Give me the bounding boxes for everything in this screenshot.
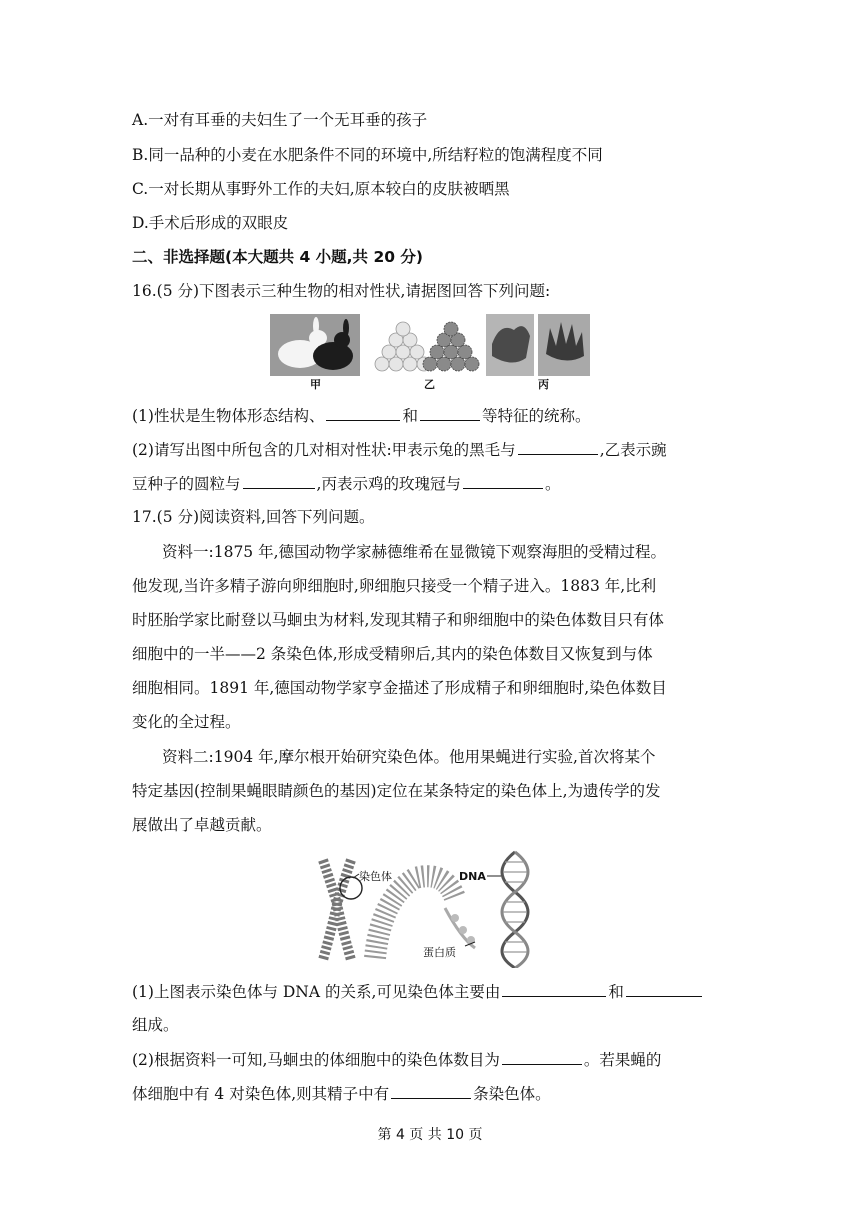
material1-line: 细胞相同。1891 年,德国动物学家亨金描述了形成精子和卵细胞时,染色体数目: [132, 679, 667, 697]
q16-p2-text-c: 豆种子的圆粒与: [132, 475, 241, 493]
q16-stem: 16.(5 分)下图表示三种生物的相对性状,请据图回答下列问题:: [132, 282, 551, 300]
q17-part1-line2: 组成。: [132, 1016, 179, 1034]
fig-label-jia: 甲: [310, 378, 321, 391]
q16-p1-text-b: 和: [402, 407, 418, 425]
q17-p2-text-a: (2)根据资料一可知,马蛔虫的体细胞中的染色体数目为: [132, 1051, 500, 1069]
answer-blank[interactable]: [463, 473, 543, 489]
q17-p1-text-b: 和: [608, 983, 624, 1001]
q16-p2-text-a: (2)请写出图中所包含的几对相对性状:甲表示兔的黑毛与: [132, 441, 516, 459]
answer-blank[interactable]: [518, 439, 598, 455]
q17-p1-text-a: (1)上图表示染色体与 DNA 的关系,可见染色体主要由: [132, 983, 501, 1001]
answer-blank[interactable]: [391, 1083, 471, 1099]
page-footer: 第 4 页 共 10 页: [377, 1127, 483, 1143]
material1-line: 资料一:1875 年,德国动物学家赫德维希在显微镜下观察海胆的受精过程。: [162, 543, 667, 561]
material1-line: 他发现,当许多精子游向卵细胞时,卵细胞只接受一个精子进入。1883 年,比利: [132, 577, 657, 595]
q16-p2-text-b: ,乙表示豌: [599, 441, 667, 459]
q17-stem: 17.(5 分)阅读资料,回答下列问题。: [132, 508, 375, 526]
q17-part1-line1: [132, 981, 704, 1002]
material2-line: 特定基因(控制果蝇眼睛颜色的基因)定位在某条特定的染色体上,为遗传学的发: [132, 782, 661, 800]
q17-p2-text-d: 条染色体。: [473, 1085, 551, 1103]
answer-blank[interactable]: [420, 405, 480, 421]
option-a: A.一对有耳垂的夫妇生了一个无耳垂的孩子: [132, 111, 428, 129]
option-b: B.同一品种的小麦在水肥条件不同的环境中,所结籽粒的饱满程度不同: [132, 146, 603, 164]
material1-line: 时胚胎学家比耐登以马蛔虫为材料,发现其精子和卵细胞中的染色体数目只有体: [132, 611, 664, 629]
answer-blank[interactable]: [626, 981, 702, 997]
material2-line: 资料二:1904 年,摩尔根开始研究染色体。他用果蝇进行实验,首次将某个: [162, 748, 656, 766]
q16-part2-line1: [132, 439, 667, 460]
fig-label-yi: 乙: [424, 378, 435, 391]
q16-p1-text-c: 等特征的统称。: [481, 407, 591, 425]
q16-p2-text-d: ,丙表示鸡的玫瑰冠与: [316, 475, 461, 493]
answer-blank[interactable]: [502, 1049, 582, 1065]
q16-figure: [270, 314, 592, 390]
q16-p2-text-e: 。: [544, 475, 561, 493]
fig-label-protein: 蛋白质: [423, 946, 456, 959]
q17-p2-text-b: 。若果蝇的: [583, 1051, 662, 1069]
material2-line: 展做出了卓越贡献。: [132, 816, 272, 834]
answer-blank[interactable]: [326, 405, 400, 421]
answer-blank[interactable]: [243, 473, 315, 489]
material1-line: 变化的全过程。: [132, 713, 241, 731]
material1-line: 细胞中的一半——2 条染色体,形成受精卵后,其内的染色体数目又恢复到与体: [132, 645, 653, 663]
fig-label-chromosome: 染色体: [359, 870, 392, 883]
q17-part2-line1: [132, 1049, 661, 1070]
q16-part2-line2: [132, 473, 560, 494]
option-d: D.手术后形成的双眼皮: [132, 214, 289, 232]
section-heading: 二、非选择题(本大题共 4 小题,共 20 分): [132, 248, 423, 266]
fig-label-dna: DNA: [459, 870, 486, 883]
q17-part2-line2: [132, 1083, 551, 1104]
q16-part1: [132, 405, 591, 426]
chromosome-dna-figure: [315, 848, 555, 968]
fig-label-bing: 丙: [538, 378, 549, 391]
option-c: C.一对长期从事野外工作的夫妇,原本较白的皮肤被晒黑: [132, 180, 510, 198]
answer-blank[interactable]: [502, 981, 606, 997]
q16-p1-text-a: (1)性状是生物体形态结构、: [132, 407, 325, 425]
q17-p2-text-c: 体细胞中有 4 对染色体,则其精子中有: [132, 1085, 390, 1103]
